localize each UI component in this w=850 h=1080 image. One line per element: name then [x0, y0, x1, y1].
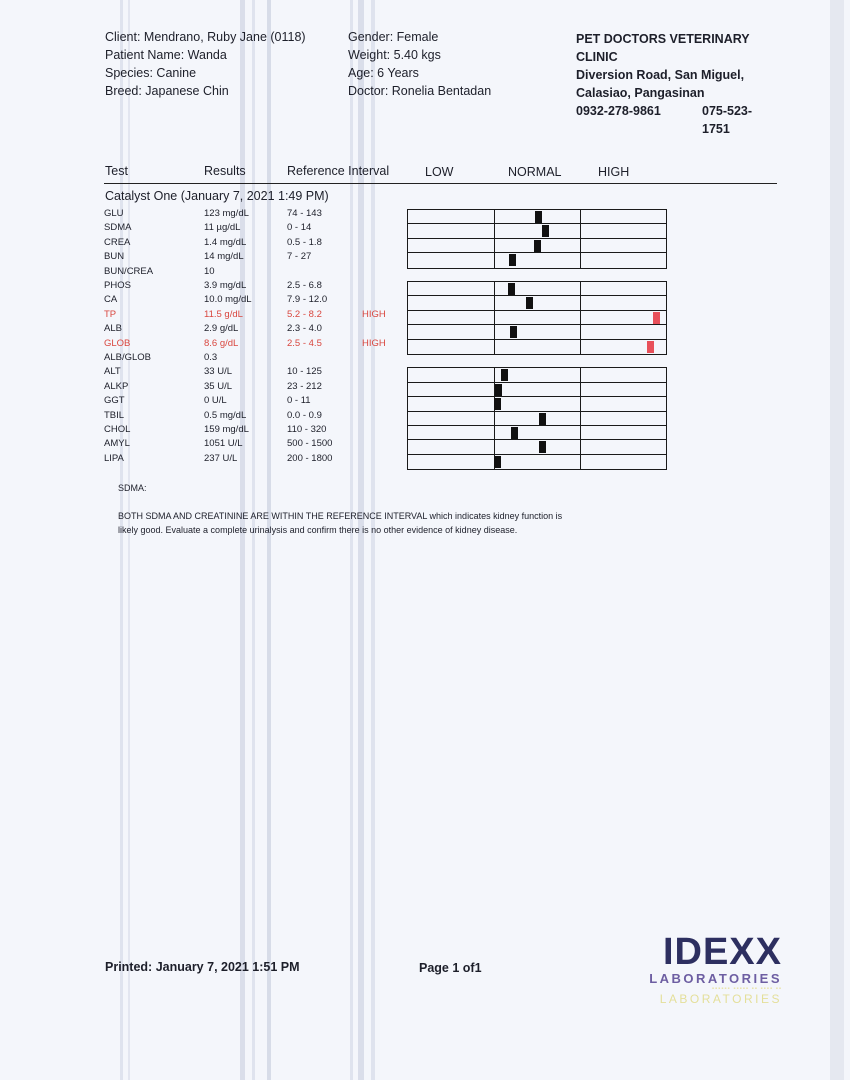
col-low: LOW [425, 165, 454, 179]
test-reference: 500 - 1500 [287, 438, 333, 450]
low-normal-divider [494, 253, 495, 267]
notes-line-2: likely good. Evaluate a complete urinalysis and confirm there is no other evidence of kidney disease. [118, 525, 518, 535]
result-marker [535, 211, 542, 223]
low-normal-divider [494, 325, 495, 338]
idexx-wordmark: IDEXX [662, 931, 782, 973]
result-marker [539, 413, 546, 425]
test-name: CA [104, 294, 118, 306]
range-bar-row [408, 296, 666, 310]
result-marker [542, 225, 549, 237]
normal-high-divider [580, 340, 581, 354]
client-name: Client: Mendrano, Ruby Jane (0118) [105, 30, 306, 44]
patient-name: Patient Name: Wanda [105, 48, 227, 62]
col-high: HIGH [598, 165, 630, 179]
low-normal-divider [494, 368, 495, 381]
test-flag: HIGH [362, 337, 386, 349]
result-marker [526, 297, 533, 309]
test-name: LIPA [104, 452, 124, 464]
test-flag: HIGH [362, 308, 386, 320]
range-bar-row [408, 455, 666, 469]
result-row [104, 452, 404, 466]
test-name: TP [104, 308, 117, 320]
scan-streak [128, 0, 130, 1080]
clinic-phone-2: 075-523-1751 [702, 104, 753, 136]
header-rule [104, 183, 777, 184]
normal-high-divider [580, 397, 581, 410]
result-marker [534, 240, 541, 252]
range-bar-group [407, 281, 667, 355]
result-row [104, 365, 404, 379]
result-marker [501, 369, 508, 381]
scan-streak [252, 0, 255, 1080]
low-normal-divider [494, 224, 495, 237]
notes-text [118, 509, 562, 537]
scan-streak [267, 0, 271, 1080]
test-result: 2.9 g/dL [204, 323, 239, 335]
printed-date: Printed: January 7, 2021 1:51 PM [105, 960, 300, 974]
test-name: BUN [104, 251, 125, 263]
test-reference: 0.5 - 1.8 [287, 236, 322, 248]
result-row [104, 437, 404, 451]
result-row [104, 265, 404, 279]
test-reference: 200 - 1800 [287, 452, 333, 464]
result-row [104, 409, 404, 423]
result-row [104, 308, 404, 322]
scan-streak [350, 0, 353, 1080]
low-normal-divider [494, 239, 495, 252]
normal-high-divider [580, 282, 581, 295]
result-marker [509, 254, 516, 266]
test-reference: 2.5 - 6.8 [287, 280, 322, 291]
test-name: ALT [104, 366, 121, 378]
gender: Gender: Female [348, 30, 439, 44]
breed: Breed: Japanese Chin [105, 84, 229, 98]
test-result: 123 mg/dL [204, 208, 249, 219]
normal-high-divider [580, 383, 581, 396]
test-result: 1051 U/L [204, 438, 243, 450]
idexx-faint-text: ▪▪▪▪▪▪ ▪▪▪▪▪ ▪▪ ▪▪▪▪ ▪▪ [711, 986, 782, 992]
idexx-laboratories-faint: LABORATORIES [659, 992, 782, 1006]
scan-streak [120, 0, 123, 1080]
range-bar-row [408, 426, 666, 440]
page-number: Page 1 of1 [419, 961, 482, 975]
result-row [104, 279, 404, 293]
range-bar-row [408, 412, 666, 426]
result-marker [494, 398, 501, 410]
result-marker [539, 441, 546, 453]
range-bar-row [408, 224, 666, 238]
test-reference: 0.0 - 0.9 [287, 409, 322, 421]
normal-high-divider [580, 224, 581, 237]
normal-high-divider [580, 368, 581, 381]
normal-high-divider [580, 311, 581, 324]
test-name: ALB [104, 323, 122, 335]
test-reference: 7.9 - 12.0 [287, 294, 328, 306]
test-reference: 23 - 212 [287, 380, 322, 392]
range-bar-row [408, 440, 666, 454]
test-reference: 10 - 125 [287, 366, 322, 378]
doctor: Doctor: Ronelia Bentadan [348, 84, 492, 98]
test-result: 14 mg/dL [204, 251, 244, 263]
range-bar-group [407, 209, 667, 269]
test-reference: 7 - 27 [287, 251, 312, 263]
test-name: AMYL [104, 438, 130, 450]
result-row [104, 394, 404, 408]
range-bar-row [408, 253, 666, 267]
test-result: 0 U/L [204, 395, 227, 407]
test-name: BUN/CREA [104, 265, 154, 277]
idexx-laboratories: LABORATORIES [649, 971, 782, 986]
low-normal-divider [494, 412, 495, 425]
result-marker [494, 456, 501, 468]
section-title: Catalyst One (January 7, 2021 1:49 PM) [105, 189, 329, 203]
range-bar-row [408, 368, 666, 382]
result-row [104, 337, 404, 351]
test-result: 35 U/L [204, 380, 232, 392]
result-row [104, 423, 404, 437]
test-reference: 5.2 - 8.2 [287, 308, 322, 320]
test-reference: 0 - 14 [287, 222, 312, 234]
normal-high-divider [580, 325, 581, 338]
test-result: 10 [204, 265, 215, 277]
clinic-address-line2: Calasiao, Pangasinan [576, 86, 705, 100]
range-bar-row [408, 210, 666, 224]
low-normal-divider [494, 210, 495, 223]
normal-high-divider [580, 426, 581, 439]
test-name: CREA [104, 236, 131, 248]
test-name: ALB/GLOB [104, 352, 151, 363]
test-reference: 74 - 143 [287, 208, 322, 219]
col-normal: NORMAL [508, 165, 562, 179]
test-result: 11.5 g/dL [204, 308, 243, 320]
patient-info [105, 28, 306, 100]
clinic-info [576, 30, 771, 138]
test-reference: 110 - 320 [287, 424, 327, 435]
result-marker [653, 312, 660, 324]
clinic-phone-1: 0932-278-9861 [576, 104, 661, 118]
species: Species: Canine [105, 66, 197, 80]
low-normal-divider [494, 311, 495, 324]
range-bar-row [408, 340, 666, 354]
result-row [104, 221, 404, 235]
test-result: 0.3 [204, 352, 218, 363]
low-normal-divider [494, 426, 495, 439]
scan-streak [358, 0, 364, 1080]
normal-high-divider [580, 455, 581, 469]
result-marker [647, 341, 654, 353]
notes-heading: SDMA: [118, 483, 147, 493]
clinic-address-line1: Diversion Road, San Miguel, [576, 68, 745, 82]
patient-details [348, 28, 491, 100]
result-marker [510, 326, 517, 338]
low-normal-divider [494, 340, 495, 354]
test-result: 159 mg/dL [204, 424, 249, 435]
clinic-phones [576, 102, 758, 138]
result-row [104, 322, 404, 336]
test-result: 33 U/L [204, 366, 232, 378]
normal-high-divider [580, 412, 581, 425]
range-bar-row [408, 383, 666, 397]
result-row [104, 380, 404, 394]
result-marker [495, 384, 502, 396]
result-row [104, 351, 404, 365]
scan-streak [240, 0, 245, 1080]
range-bar-row [408, 282, 666, 296]
test-name: TBIL [104, 409, 125, 421]
normal-high-divider [580, 440, 581, 453]
range-bar-group [407, 367, 667, 470]
test-result: 237 U/L [204, 452, 238, 464]
test-result: 3.9 mg/dL [204, 280, 247, 291]
result-row [104, 293, 404, 307]
normal-high-divider [580, 210, 581, 223]
normal-high-divider [580, 296, 581, 309]
range-bar-row [408, 239, 666, 253]
result-row [104, 250, 404, 264]
test-result: 11 µg/dL [204, 222, 241, 234]
col-results: Results [204, 164, 246, 178]
result-row [104, 236, 404, 250]
range-bar-row [408, 311, 666, 325]
age: Age: 6 Years [348, 66, 419, 80]
test-name: CHOL [104, 424, 131, 435]
test-name: GLOB [104, 337, 131, 349]
normal-high-divider [580, 253, 581, 267]
test-name: GLU [104, 208, 124, 219]
scan-streak [371, 0, 375, 1080]
test-reference: 2.5 - 4.5 [287, 337, 322, 349]
test-name: ALKP [104, 380, 129, 392]
weight: Weight: 5.40 kgs [348, 48, 441, 62]
col-reference: Reference Interval [287, 164, 390, 178]
low-normal-divider [494, 296, 495, 309]
test-reference: 2.3 - 4.0 [287, 323, 322, 335]
test-result: 10.0 mg/dL [204, 294, 252, 306]
result-row [104, 207, 404, 221]
result-marker [508, 283, 515, 295]
test-name: SDMA [104, 222, 132, 234]
test-result: 8.6 g/dL [204, 337, 239, 349]
col-test: Test [105, 164, 128, 178]
low-normal-divider [494, 282, 495, 295]
notes-line-1: BOTH SDMA AND CREATININE ARE WITHIN THE REFERENCE INTERVAL which indicates kidney function is [118, 511, 563, 521]
result-marker [511, 427, 518, 439]
test-result: 1.4 mg/dL [204, 236, 247, 248]
low-normal-divider [494, 440, 495, 453]
test-name: PHOS [104, 280, 131, 291]
test-result: 0.5 mg/dL [204, 409, 247, 421]
test-reference: 0 - 11 [287, 395, 311, 407]
normal-high-divider [580, 239, 581, 252]
test-name: GGT [104, 395, 125, 407]
idexx-logo [636, 933, 782, 1006]
range-bar-row [408, 325, 666, 339]
clinic-name: PET DOCTORS VETERINARY CLINIC [576, 32, 750, 64]
range-bar-row [408, 397, 666, 411]
scan-streak [830, 0, 844, 1080]
